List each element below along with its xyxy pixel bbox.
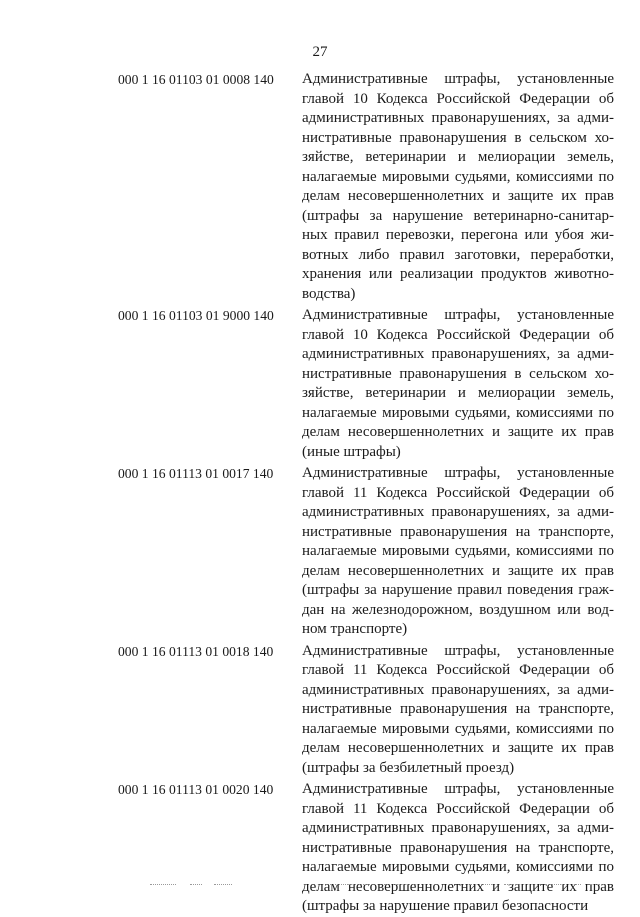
budget-classification-code: 000 1 16 01103 01 0008 140 <box>118 72 274 87</box>
description-line: нистративные правонарушения в сельском хо- <box>302 365 614 382</box>
revenue-description <box>290 642 614 779</box>
description-line: административных правонарушениях, за адми- <box>302 681 614 698</box>
description-line: административных правонарушениях, за адми- <box>302 110 614 126</box>
description-line: (штрафы за нарушение правил поведения граж- <box>302 582 614 598</box>
description-line: Административные штрафы, установленные <box>302 642 614 659</box>
description-line: дан на железнодорожном, воздушном или вод- <box>302 601 614 618</box>
budget-classification-code: 000 1 16 01113 01 0018 140 <box>118 643 274 659</box>
description-line: зяйстве, ветеринарии и мелиорации земель, <box>302 149 614 165</box>
budget-code-entry <box>0 464 640 640</box>
budget-code-entry <box>0 306 640 462</box>
description-line: главой 11 Кодекса Российской Федерации об <box>302 800 614 817</box>
revenue-description <box>290 70 614 304</box>
description-line: нистративные правонарушения на транспорте, <box>302 523 614 540</box>
description-line: главой 11 Кодекса Российской Федерации об <box>302 484 614 501</box>
description-line: налагаемые мировыми судьями, комиссиями по <box>302 168 614 185</box>
budget-classification-code: 000 1 16 01113 01 0017 140 <box>118 466 274 481</box>
revenue-description <box>290 306 614 462</box>
revenue-description <box>290 464 614 640</box>
description-line: административных правонарушениях, за адми- <box>302 504 614 520</box>
description-line: главой 10 Кодекса Российской Федерации об <box>302 90 614 107</box>
description-line: ных правил перевозки, перегона или убоя жи- <box>302 227 614 243</box>
description-line: водства) <box>302 285 356 302</box>
description-line: делам несовершеннолетних и защите их прав <box>302 740 614 756</box>
description-line: хранения или реализации продуктов животно- <box>302 266 614 282</box>
description-line: налагаемые мировыми судьями, комиссиями по <box>302 859 614 875</box>
description-line: ном транспорте) <box>302 621 408 637</box>
description-line: нистративные правонарушения на транспорте, <box>302 839 614 856</box>
budget-code-entry <box>0 70 640 304</box>
description-line: Административные штрафы, установленные <box>302 307 614 323</box>
revenue-description <box>290 780 614 917</box>
description-line: главой 10 Кодекса Российской Федерации об <box>302 326 614 343</box>
description-line: Административные штрафы, установленные <box>302 781 614 797</box>
description-line: налагаемые мировыми судьями, комиссиями по <box>302 404 614 421</box>
description-line: административных правонарушениях, за адми- <box>302 820 614 836</box>
description-line: административных правонарушениях, за адми- <box>302 346 614 362</box>
description-line: вотных либо правил заготовки, переработки, <box>302 246 614 263</box>
description-line: делам несовершеннолетних и защите их прав <box>302 878 614 895</box>
description-line: делам несовершеннолетних и защите их прав <box>302 562 614 579</box>
description-line: (штрафы за нарушение ветеринарно-санитар- <box>302 207 614 224</box>
description-line: (штрафы за нарушение правил безопасности <box>302 898 589 914</box>
description-line: (иные штрафы) <box>302 443 401 460</box>
description-line: нистративные правонарушения в сельском хо- <box>302 129 614 146</box>
budget-code-entry <box>0 780 640 917</box>
description-line: делам несовершеннолетних и защите их прав <box>302 424 614 440</box>
description-line: налагаемые мировыми судьями, комиссиями по <box>302 720 614 737</box>
entries-list <box>0 70 640 917</box>
description-line: Административные штрафы, установленные <box>302 71 614 87</box>
description-line: налагаемые мировыми судьями, комиссиями по <box>302 543 614 559</box>
description-line: главой 11 Кодекса Российской Федерации об <box>302 662 614 678</box>
description-line: Административные штрафы, установленные <box>302 465 614 481</box>
description-line: зяйстве, ветеринарии и мелиорации земель, <box>302 385 614 401</box>
description-line: делам несовершеннолетних и защите их прав <box>302 188 614 204</box>
budget-code-entry <box>0 642 640 779</box>
page-number: 27 <box>312 44 328 60</box>
budget-classification-code: 000 1 16 01113 01 0020 140 <box>118 782 274 797</box>
scan-footer-artifacts <box>0 884 640 894</box>
budget-classification-code: 000 1 16 01103 01 9000 140 <box>118 308 274 323</box>
description-line: (штрафы за безбилетный проезд) <box>302 759 515 776</box>
description-line: нистративные правонарушения на транспорте, <box>302 701 614 717</box>
